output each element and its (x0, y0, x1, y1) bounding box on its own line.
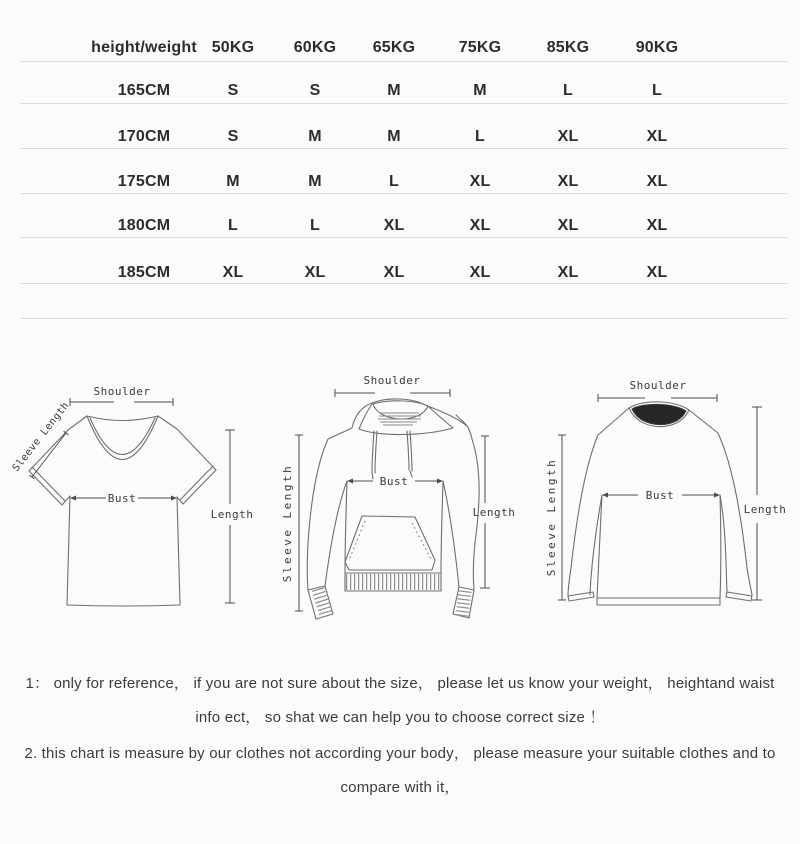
table-cell: 165CM (117, 82, 171, 99)
table-cell: 180CM (117, 217, 171, 234)
table-cell: XL (383, 217, 405, 234)
table-divider (20, 318, 787, 319)
table-cell: M (473, 82, 487, 99)
table-cell: L (228, 217, 238, 234)
hoodie-sleeve-length-label: Sleeve Length (281, 463, 294, 583)
table-cell: XL (557, 128, 579, 145)
hoodie-bust-label: Bust (379, 475, 409, 488)
table-header-row (0, 37, 800, 59)
table-cell: S (309, 82, 321, 99)
table-row (0, 80, 800, 102)
hoodie-shoulder-label: Shoulder (363, 374, 421, 387)
table-header-cell: 50KG (211, 39, 255, 56)
table-cell: L (475, 128, 485, 145)
table-cell: XL (646, 217, 668, 234)
table-cell: 170CM (117, 128, 171, 145)
table-cell: M (387, 82, 401, 99)
table-cell: XL (469, 217, 491, 234)
table-cell: L (652, 82, 662, 99)
table-cell: XL (469, 173, 491, 190)
longsleeve-measurement-diagram (540, 373, 795, 630)
tshirt-shoulder-label: Shoulder (93, 385, 151, 398)
table-header-cell: 60KG (293, 39, 337, 56)
table-cell: 185CM (117, 264, 171, 281)
note-1-line-2: info ect， so shat we can help you to choose correct size ！ (195, 709, 605, 726)
longsleeve-length-label: Length (743, 503, 787, 516)
table-cell: XL (557, 173, 579, 190)
table-cell: XL (383, 264, 405, 281)
table-row (0, 171, 800, 193)
table-cell: M (387, 128, 401, 145)
hoodie-texture (318, 413, 465, 616)
table-cell: M (308, 173, 322, 190)
hoodie-outline (307, 399, 479, 619)
hoodie-length-label: Length (472, 506, 516, 519)
table-cell: XL (646, 264, 668, 281)
longsleeve-outline (568, 402, 752, 605)
table-cell: XL (646, 173, 668, 190)
table-row (0, 215, 800, 237)
table-divider (20, 283, 787, 284)
longsleeve-sleeve-length-label: Sleeve Length (545, 457, 558, 577)
tshirt-length-label: Length (210, 508, 254, 521)
table-cell: XL (304, 264, 326, 281)
table-divider (20, 237, 787, 238)
note-2-line-1: 2. this chart is measure by our clothes not according your body， please measure your suitable clothes and to (24, 745, 776, 762)
table-divider (20, 103, 787, 104)
longsleeve-shoulder-label: Shoulder (629, 379, 687, 392)
table-header-cell: 75KG (458, 39, 502, 56)
table-divider (20, 148, 787, 149)
tshirt-measurements (11, 385, 254, 603)
table-header-cell: 90KG (635, 39, 679, 56)
table-cell: L (563, 82, 573, 99)
table-cell: L (310, 217, 320, 234)
longsleeve-bust-label: Bust (645, 489, 675, 502)
note-2-line-2: compare with it， (340, 779, 460, 796)
table-cell: S (227, 82, 239, 99)
table-divider (20, 61, 787, 62)
table-cell: M (308, 128, 322, 145)
table-header-cell: height/weight (91, 39, 197, 56)
table-row (0, 262, 800, 284)
table-cell: XL (222, 264, 244, 281)
tshirt-sleeve-length-label: Sleeve Length (10, 400, 72, 474)
tshirt-measurement-diagram (10, 373, 265, 625)
table-cell: XL (557, 264, 579, 281)
table-cell: XL (469, 264, 491, 281)
table-cell: S (227, 128, 239, 145)
table-cell: XL (646, 128, 668, 145)
tshirt-bust-label: Bust (107, 492, 137, 505)
table-cell: L (389, 173, 399, 190)
table-row (0, 126, 800, 148)
hoodie-measurement-diagram (275, 373, 525, 630)
table-cell: XL (557, 217, 579, 234)
table-cell: 175CM (117, 173, 171, 190)
table-header-cell: 85KG (546, 39, 590, 56)
table-cell: M (226, 173, 240, 190)
table-divider (20, 193, 787, 194)
note-1-line-1: 1： only for reference， if you are not sure about the size， please let us know your weight， heightand waist (25, 675, 775, 692)
table-header-cell: 65KG (372, 39, 416, 56)
